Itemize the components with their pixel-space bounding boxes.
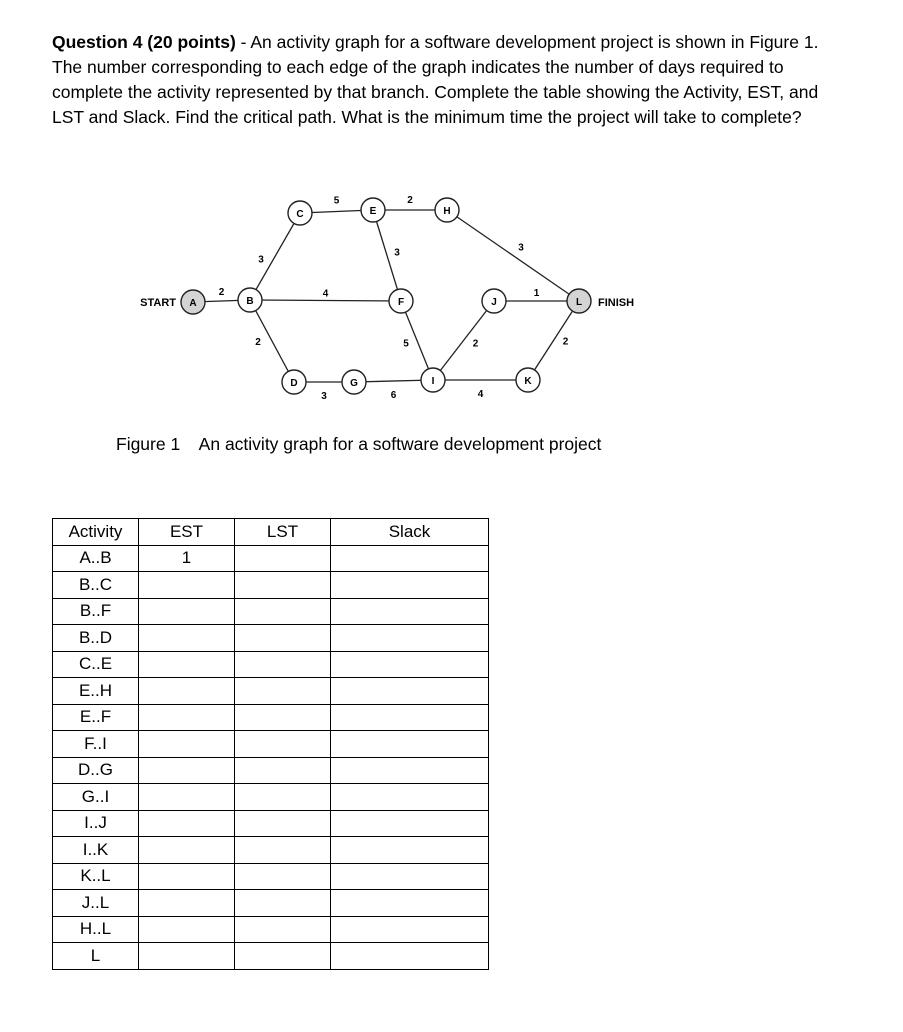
table-row xyxy=(53,916,489,943)
start-label: START xyxy=(140,297,176,309)
table-cell[interactable] xyxy=(331,837,489,864)
table-cell[interactable] xyxy=(331,731,489,758)
table-cell[interactable] xyxy=(331,784,489,811)
table-cell[interactable] xyxy=(139,837,235,864)
table-cell[interactable] xyxy=(235,731,331,758)
header-cell: LST xyxy=(235,519,331,546)
table-row xyxy=(53,810,489,837)
table-cell[interactable] xyxy=(235,757,331,784)
table-cell: I..K xyxy=(53,837,139,864)
table-cell[interactable] xyxy=(331,863,489,890)
table-row xyxy=(53,757,489,784)
table-cell[interactable] xyxy=(331,704,489,731)
header-cell: Slack xyxy=(331,519,489,546)
table-cell[interactable] xyxy=(235,810,331,837)
table-cell: E..F xyxy=(53,704,139,731)
table-cell[interactable] xyxy=(235,784,331,811)
table-cell[interactable] xyxy=(331,810,489,837)
table-row xyxy=(53,572,489,599)
table-cell[interactable] xyxy=(235,545,331,572)
table-cell[interactable] xyxy=(139,810,235,837)
node-label: B xyxy=(246,296,254,307)
table-cell[interactable] xyxy=(139,890,235,917)
edge-weight: 4 xyxy=(477,389,484,400)
table-cell: J..L xyxy=(53,890,139,917)
node-label: F xyxy=(397,297,405,308)
header-cell: Activity xyxy=(53,519,139,546)
header-row xyxy=(53,519,489,546)
node-label: D xyxy=(290,378,298,389)
question-body: - An activity graph for a software development project is shown in Figure 1. The number corresponding to each edge of the graph indicates the number of days required to complete the activity represented by that branch. Complete the table showing the Activity, EST, and LST and Slack. Find the critical path. What is the minimum time the project will take to complete? xyxy=(52,32,819,127)
activity-table xyxy=(52,518,489,970)
table-cell[interactable] xyxy=(235,890,331,917)
node-label: H xyxy=(443,206,451,217)
table-row xyxy=(53,890,489,917)
table-cell[interactable] xyxy=(139,598,235,625)
header-cell: EST xyxy=(139,519,235,546)
table-cell[interactable] xyxy=(235,625,331,652)
edge-weight: 2 xyxy=(407,195,413,206)
table-cell: F..I xyxy=(53,731,139,758)
table-row xyxy=(53,943,489,970)
edge-weight: 5 xyxy=(403,338,409,350)
edge-weight: 6 xyxy=(390,390,397,401)
edge-weight: 1 xyxy=(533,288,540,299)
table-cell: K..L xyxy=(53,863,139,890)
table-cell[interactable] xyxy=(331,545,489,572)
table-cell[interactable] xyxy=(235,863,331,890)
table-cell[interactable]: 1 xyxy=(139,545,235,572)
node-label: J xyxy=(491,297,497,308)
table-cell: B..F xyxy=(53,598,139,625)
table-cell: G..I xyxy=(53,784,139,811)
edge-weight: 5 xyxy=(333,195,340,207)
edge-weight: 2 xyxy=(472,338,479,350)
table-cell[interactable] xyxy=(331,625,489,652)
node-label: C xyxy=(296,209,304,220)
table-cell: B..D xyxy=(53,625,139,652)
table-cell: H..L xyxy=(53,916,139,943)
table-cell[interactable] xyxy=(139,757,235,784)
node-label: E xyxy=(369,206,377,217)
node-label: I xyxy=(431,376,435,387)
edge-weight: 4 xyxy=(322,288,329,300)
table-row xyxy=(53,784,489,811)
table-cell[interactable] xyxy=(235,678,331,705)
table-cell: C..E xyxy=(53,651,139,678)
table-row xyxy=(53,598,489,625)
edge-B-F xyxy=(250,300,401,301)
edge-I-J xyxy=(433,301,494,380)
table-cell[interactable] xyxy=(331,890,489,917)
finish-label: FINISH xyxy=(598,297,635,309)
edge-weight: 2 xyxy=(255,337,261,348)
table-cell: B..C xyxy=(53,572,139,599)
table-cell: D..G xyxy=(53,757,139,784)
edge-H-L xyxy=(447,210,579,301)
table-cell[interactable] xyxy=(235,651,331,678)
node-label: K xyxy=(524,376,532,387)
table-cell[interactable] xyxy=(235,704,331,731)
node-label: G xyxy=(350,378,358,389)
table-cell[interactable] xyxy=(331,572,489,599)
table-cell: E..H xyxy=(53,678,139,705)
table-row xyxy=(53,651,489,678)
table-cell[interactable] xyxy=(235,572,331,599)
table-cell[interactable] xyxy=(139,625,235,652)
table-cell[interactable] xyxy=(139,678,235,705)
table-row xyxy=(53,837,489,864)
table-cell[interactable] xyxy=(139,572,235,599)
edge-weight: 3 xyxy=(321,391,327,402)
table-cell[interactable] xyxy=(235,598,331,625)
table-cell[interactable] xyxy=(331,757,489,784)
edge-weight: 3 xyxy=(258,254,264,266)
table-cell[interactable] xyxy=(139,943,235,970)
edge-weight: 3 xyxy=(518,242,524,254)
table-cell[interactable] xyxy=(331,678,489,705)
table-row xyxy=(53,678,489,705)
table-cell[interactable] xyxy=(331,916,489,943)
node-label: L xyxy=(575,297,583,308)
edge-K-L xyxy=(528,301,579,380)
edge-weight: 2 xyxy=(562,336,569,348)
table-cell[interactable] xyxy=(139,651,235,678)
figure-caption: Figure 1 An activity graph for a software development project xyxy=(116,434,602,454)
node-label: A xyxy=(189,298,197,309)
table-cell[interactable] xyxy=(331,943,489,970)
edge-weight: 3 xyxy=(394,247,400,259)
table-cell[interactable] xyxy=(139,704,235,731)
edge-weight: 2 xyxy=(218,287,225,298)
table-cell: L xyxy=(53,943,139,970)
table-row xyxy=(53,545,489,572)
table-row xyxy=(53,731,489,758)
table-cell[interactable] xyxy=(139,863,235,890)
table-cell: I..J xyxy=(53,810,139,837)
table-cell[interactable] xyxy=(235,837,331,864)
table-cell[interactable] xyxy=(235,916,331,943)
table-cell: A..B xyxy=(53,545,139,572)
table-cell[interactable] xyxy=(331,598,489,625)
table-cell[interactable] xyxy=(139,784,235,811)
table-cell[interactable] xyxy=(139,731,235,758)
table-row xyxy=(53,625,489,652)
table-cell[interactable] xyxy=(139,916,235,943)
table-cell[interactable] xyxy=(331,651,489,678)
question-title: Question 4 (20 points) xyxy=(52,32,236,52)
table-cell[interactable] xyxy=(235,943,331,970)
table-row xyxy=(53,704,489,731)
table-row xyxy=(53,863,489,890)
activity-graph xyxy=(0,0,903,430)
